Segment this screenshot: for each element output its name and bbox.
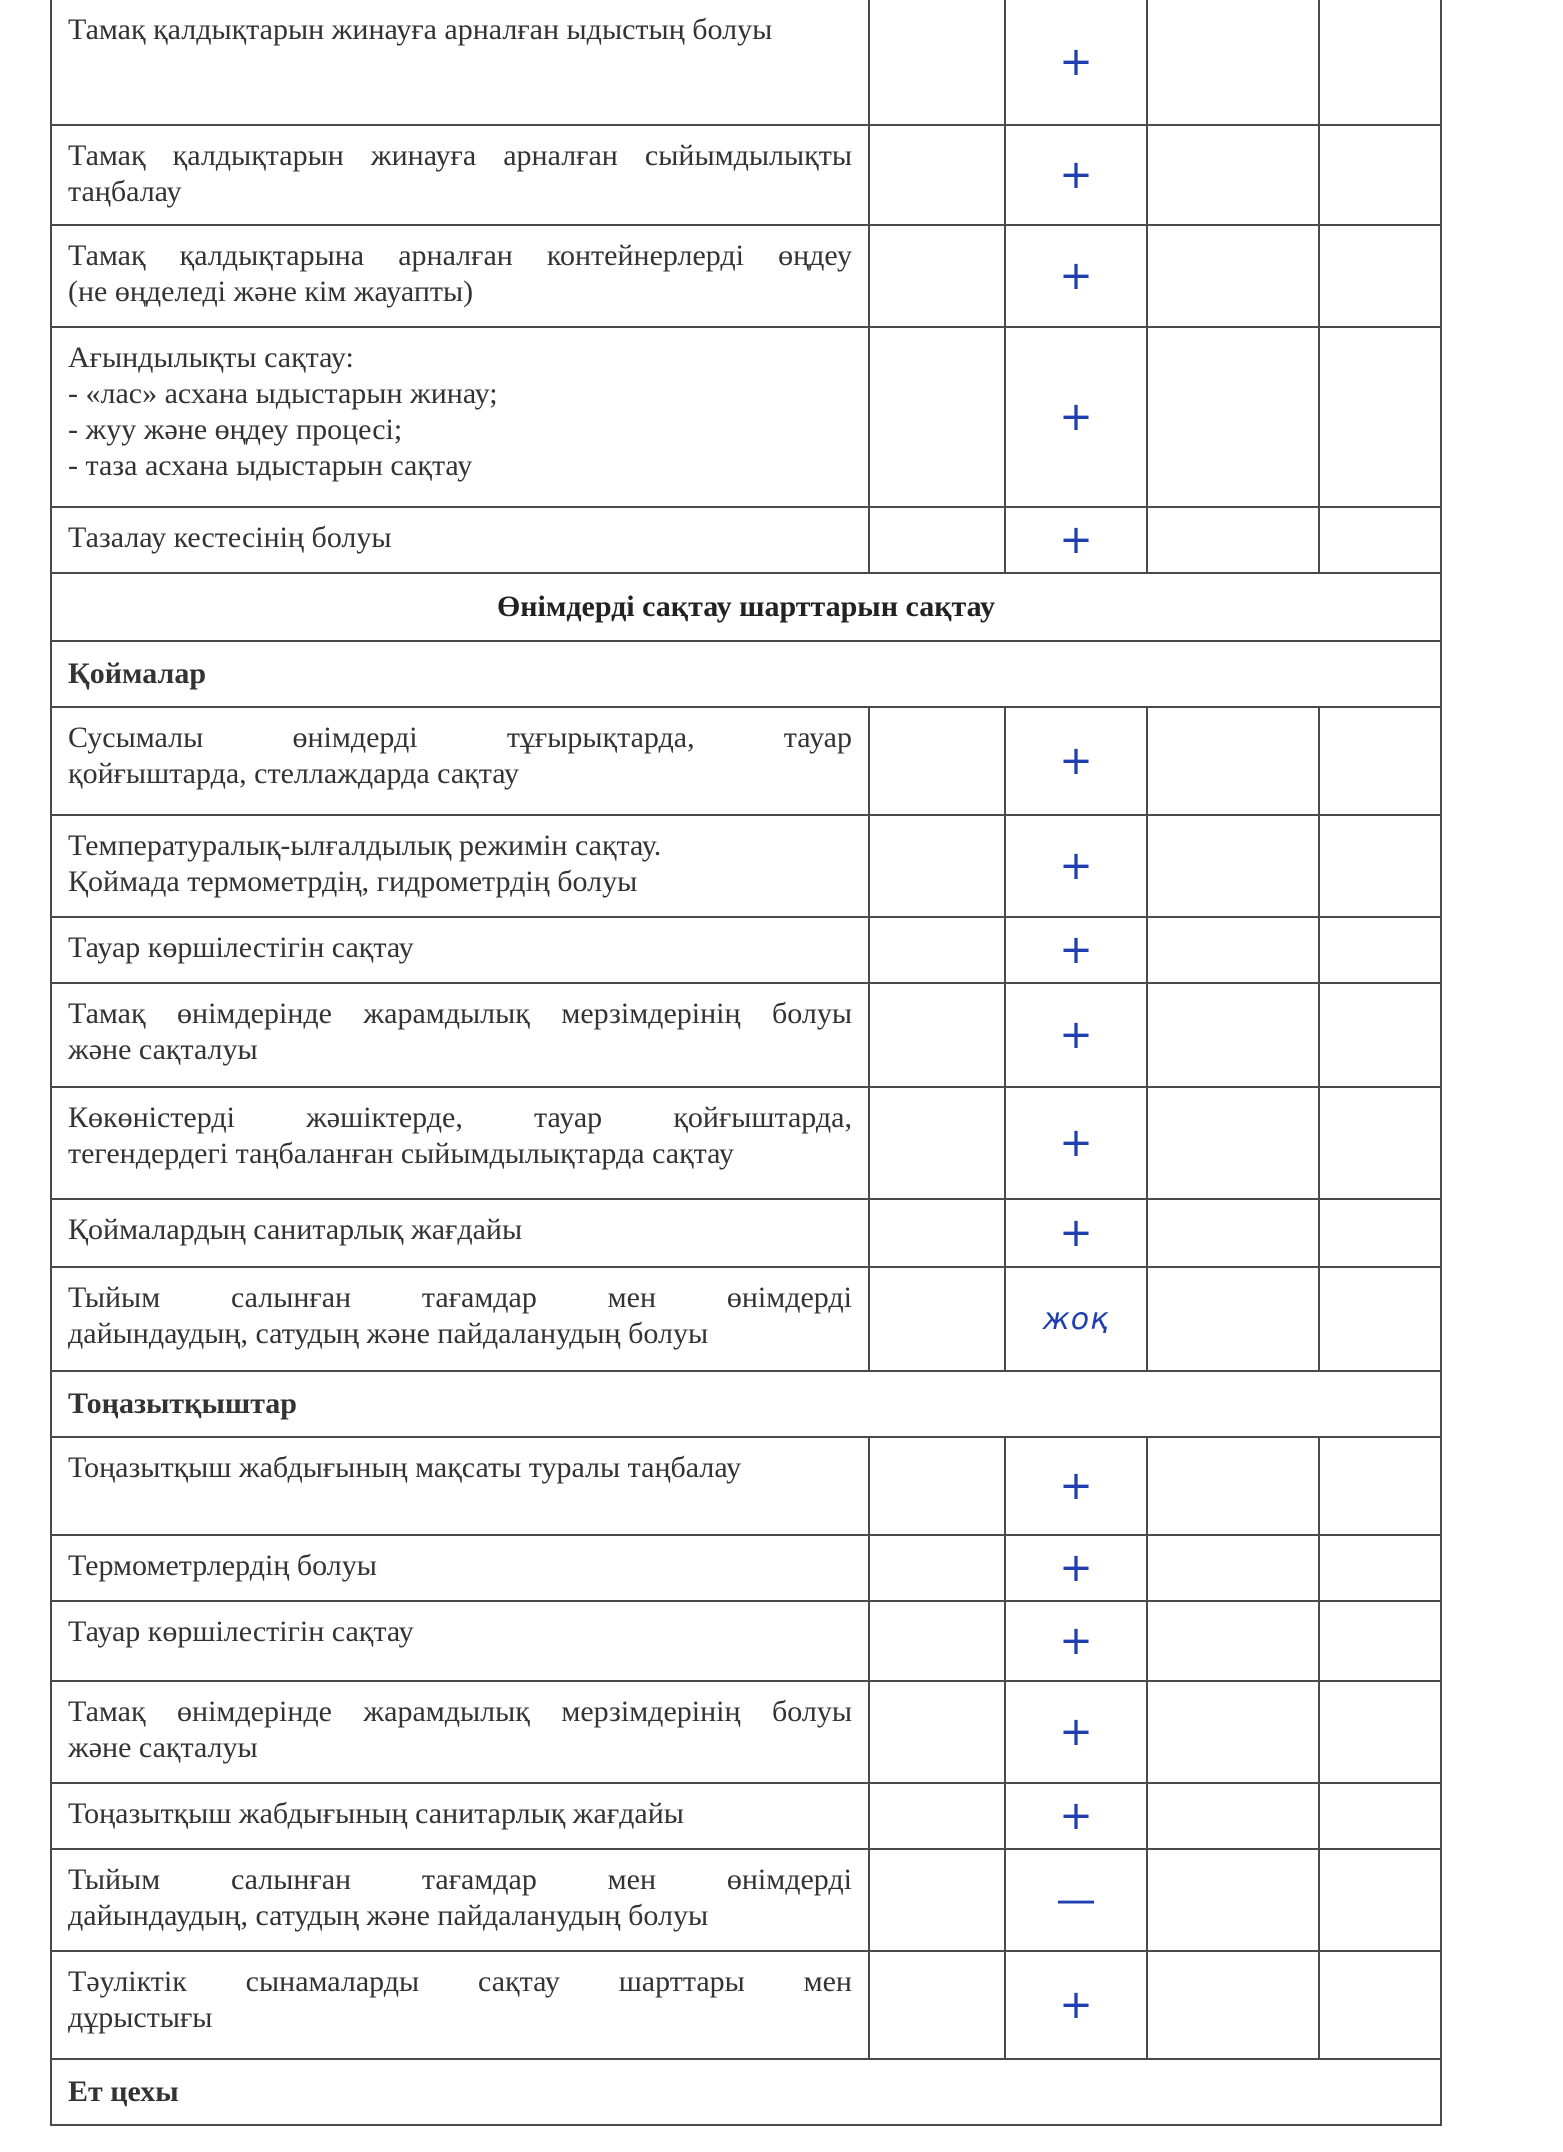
handwritten-mark: +: [1005, 917, 1147, 983]
checklist-row: [51, 0, 1441, 125]
checklist-row: [51, 815, 1441, 917]
criterion-text: [51, 0, 869, 125]
criterion-line: Көкөністерді жәшіктерде, тауар қойғыштарда,: [68, 1101, 852, 1134]
criterion-line: Тамақ өнімдерінде жарамдылық мерзімдерінің болуы: [68, 997, 852, 1030]
criterion-line: Термометрлердің болуы: [68, 1549, 377, 1582]
empty-cell: [1147, 815, 1319, 917]
handwritten-mark: +: [1005, 1199, 1147, 1267]
criterion-line: Температуралық-ылғалдылық режимін сақтау.: [68, 829, 662, 862]
handwritten-mark: +: [1005, 1951, 1147, 2059]
checklist-row: [51, 327, 1441, 507]
empty-cell: [869, 1783, 1005, 1849]
criterion-line: Тәуліктік сынамаларды сақтау шарттары мен: [68, 1965, 852, 1998]
empty-cell: [1147, 707, 1319, 815]
criterion-line: Тамақ қалдықтарын жинауға арналған сыйымдылықты: [68, 139, 852, 172]
criterion-line: дайындаудың, сатудың және пайдаланудың болуы: [68, 1899, 709, 1932]
criterion-line: Тамақ қалдықтарын жинауға арналған ыдыстың болуы: [68, 13, 773, 46]
checklist-row: [51, 1267, 1441, 1371]
empty-cell: [1147, 225, 1319, 327]
empty-cell: [1319, 1267, 1441, 1371]
criterion-line: дайындаудың, сатудың және пайдаланудың болуы: [68, 1317, 709, 1350]
criterion-text: [51, 1535, 869, 1601]
empty-cell: [1319, 1437, 1441, 1535]
empty-cell: [1147, 1601, 1319, 1681]
criterion-line: және сақталуы: [68, 1731, 258, 1764]
empty-cell: [1319, 815, 1441, 917]
empty-cell: [869, 1849, 1005, 1951]
criterion-line: Сусымалы өнімдерді тұғырықтарда, тауар: [68, 721, 852, 754]
empty-cell: [869, 507, 1005, 573]
checklist-row: [51, 917, 1441, 983]
criterion-text: [51, 507, 869, 573]
checklist-row: [51, 1601, 1441, 1681]
handwritten-mark: +: [1005, 983, 1147, 1087]
handwritten-mark: +: [1005, 507, 1147, 573]
checklist-row: [51, 125, 1441, 225]
subsection-header-row: [51, 641, 1441, 707]
empty-cell: [1147, 327, 1319, 507]
criterion-line: дұрыстығы: [68, 2001, 213, 2034]
empty-cell: [869, 1087, 1005, 1199]
handwritten-mark: +: [1005, 1087, 1147, 1199]
checklist-row: [51, 507, 1441, 573]
handwritten-mark: +: [1005, 1535, 1147, 1601]
criterion-line: Тоңазытқыш жабдығының санитарлық жағдайы: [68, 1797, 684, 1830]
criterion-line: және сақталуы: [68, 1033, 258, 1066]
criterion-line: Тазалау кестесінің болуы: [68, 521, 392, 554]
criterion-line: Ағындылықты сақтау:: [68, 341, 354, 374]
empty-cell: [1319, 327, 1441, 507]
criterion-text: [51, 917, 869, 983]
criterion-text: [51, 707, 869, 815]
handwritten-mark: +: [1005, 0, 1147, 125]
criterion-text: [51, 1681, 869, 1783]
criterion-line: таңбалау: [68, 175, 182, 208]
empty-cell: [869, 1437, 1005, 1535]
checklist-row: [51, 1951, 1441, 2059]
checklist-row: [51, 983, 1441, 1087]
empty-cell: [1147, 125, 1319, 225]
criterion-line: Тамақ қалдықтарына арналған контейнерлерді өңдеу: [68, 239, 852, 272]
empty-cell: [869, 1535, 1005, 1601]
handwritten-mark: +: [1005, 1783, 1147, 1849]
handwritten-mark: +: [1005, 815, 1147, 917]
criterion-text: [51, 1849, 869, 1951]
empty-cell: [869, 1951, 1005, 2059]
subsection-header-row: [51, 2059, 1441, 2125]
handwritten-mark: +: [1005, 225, 1147, 327]
handwritten-mark: жоқ: [1005, 1267, 1147, 1371]
criterion-text: [51, 225, 869, 327]
criterion-text: [51, 1951, 869, 2059]
empty-cell: [869, 707, 1005, 815]
empty-cell: [1319, 707, 1441, 815]
checklist-row: [51, 1783, 1441, 1849]
criterion-text: [51, 1267, 869, 1371]
criterion-line: (не өңделеді және кім жауапты): [68, 275, 474, 308]
handwritten-mark: +: [1005, 327, 1147, 507]
empty-cell: [1319, 507, 1441, 573]
empty-cell: [1319, 1087, 1441, 1199]
criterion-text: [51, 1601, 869, 1681]
empty-cell: [1319, 983, 1441, 1087]
empty-cell: [1147, 1951, 1319, 2059]
empty-cell: [1319, 1849, 1441, 1951]
subsection-header-row: [51, 1371, 1441, 1437]
empty-cell: [1147, 507, 1319, 573]
criterion-line: - жуу және өңдеу процесі;: [68, 413, 403, 446]
checklist-row: [51, 1199, 1441, 1267]
checklist-row: [51, 1849, 1441, 1951]
handwritten-mark: +: [1005, 1601, 1147, 1681]
criterion-line: Тамақ өнімдерінде жарамдылық мерзімдерінің болуы: [68, 1695, 852, 1728]
empty-cell: [1147, 1267, 1319, 1371]
criterion-text: [51, 1783, 869, 1849]
criterion-line: Қоймада термометрдің, гидрометрдің болуы: [68, 865, 638, 898]
empty-cell: [1319, 917, 1441, 983]
empty-cell: [1147, 1437, 1319, 1535]
section-title: Өнімдерді сақтау шарттарын сақтау: [51, 573, 1441, 641]
empty-cell: [869, 815, 1005, 917]
empty-cell: [1319, 1601, 1441, 1681]
empty-cell: [1147, 1681, 1319, 1783]
empty-cell: [1319, 1951, 1441, 2059]
empty-cell: [869, 1601, 1005, 1681]
checklist-row: [51, 1535, 1441, 1601]
subsection-title: Тоңазытқыштар: [51, 1371, 1441, 1437]
checklist-row: [51, 707, 1441, 815]
criterion-text: [51, 327, 869, 507]
empty-cell: [1147, 983, 1319, 1087]
criterion-line: Тоңазытқыш жабдығының мақсаты туралы таңбалау: [68, 1451, 742, 1484]
empty-cell: [869, 327, 1005, 507]
criterion-line: - «лас» асхана ыдыстарын жинау;: [68, 377, 498, 410]
empty-cell: [1319, 125, 1441, 225]
empty-cell: [1319, 225, 1441, 327]
empty-cell: [1147, 917, 1319, 983]
empty-cell: [869, 1681, 1005, 1783]
empty-cell: [1147, 1783, 1319, 1849]
subsection-title: Қоймалар: [51, 641, 1441, 707]
empty-cell: [869, 0, 1005, 125]
checklist-row: [51, 1437, 1441, 1535]
empty-cell: [1319, 1535, 1441, 1601]
criterion-line: Тыйым салынған тағамдар мен өнімдерді: [68, 1863, 852, 1896]
empty-cell: [1147, 1535, 1319, 1601]
checklist-row: [51, 1087, 1441, 1199]
subsection-title: Ет цехы: [51, 2059, 1441, 2125]
criterion-line: Тауар көршілестігін сақтау: [68, 931, 414, 964]
empty-cell: [1147, 1087, 1319, 1199]
criterion-text: [51, 815, 869, 917]
criterion-line: қойғыштарда, стеллаждарда сақтау: [68, 757, 519, 790]
section-header-row: [51, 573, 1441, 641]
empty-cell: [1319, 1681, 1441, 1783]
empty-cell: [1319, 1199, 1441, 1267]
empty-cell: [869, 125, 1005, 225]
criterion-line: тегендердегі таңбаланған сыйымдылықтарда сақтау: [68, 1137, 734, 1170]
handwritten-mark: +: [1005, 1437, 1147, 1535]
empty-cell: [869, 225, 1005, 327]
empty-cell: [869, 917, 1005, 983]
checklist-row: [51, 1681, 1441, 1783]
empty-cell: [1319, 1783, 1441, 1849]
empty-cell: [869, 983, 1005, 1087]
empty-cell: [1319, 0, 1441, 125]
handwritten-mark: +: [1005, 707, 1147, 815]
empty-cell: [1147, 1849, 1319, 1951]
handwritten-mark: —: [1005, 1849, 1147, 1951]
criterion-text: [51, 1437, 869, 1535]
criterion-line: - таза асхана ыдыстарын сақтау: [68, 449, 473, 482]
empty-cell: [869, 1267, 1005, 1371]
empty-cell: [869, 1199, 1005, 1267]
criterion-text: [51, 1087, 869, 1199]
checklist-body: [51, 0, 1441, 2125]
criterion-line: Қоймалардың санитарлық жағдайы: [68, 1213, 523, 1246]
handwritten-mark: +: [1005, 125, 1147, 225]
criterion-text: [51, 1199, 869, 1267]
criterion-text: [51, 125, 869, 225]
criterion-line: Тыйым салынған тағамдар мен өнімдерді: [68, 1281, 852, 1314]
empty-cell: [1147, 1199, 1319, 1267]
criterion-text: [51, 983, 869, 1087]
checklist-table: [50, 0, 1442, 2126]
criterion-line: Тауар көршілестігін сақтау: [68, 1615, 414, 1648]
empty-cell: [1147, 0, 1319, 125]
handwritten-mark: +: [1005, 1681, 1147, 1783]
checklist-row: [51, 225, 1441, 327]
